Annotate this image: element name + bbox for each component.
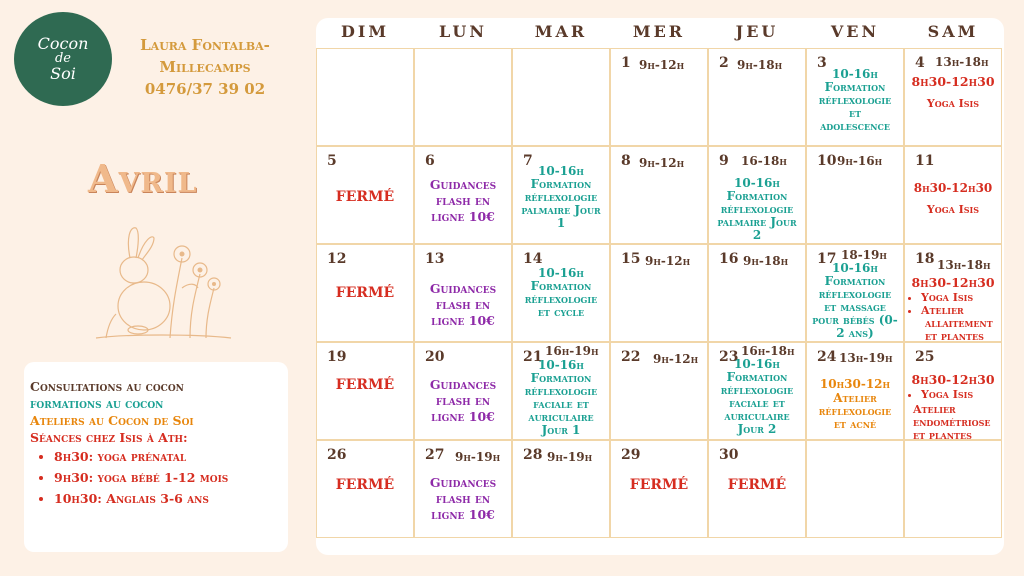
day-cell: 27 9h-19h Guidances flash en ligne 10€ [414, 440, 512, 538]
cocon-de-soi-logo: Cocon de Soi [14, 12, 112, 106]
day-hours: 9h-12h [639, 156, 685, 170]
bunny-flowers-illustration [86, 218, 236, 348]
day-number: 29 [621, 447, 641, 463]
day-cell: 25 8h30-12h30 • Yoga Isis Atelier endométriose et plantes [904, 342, 1002, 440]
day-cell [708, 48, 806, 146]
day-hours: 9h-12h [639, 58, 685, 72]
month-title: Avril [88, 156, 198, 201]
day-cell [708, 244, 806, 342]
day-number: 15 [621, 251, 641, 267]
day-cell: 18 13h-18h 8h30-12h30 • Yoga Isis • Atelier allaitement et plantes [904, 244, 1002, 342]
day-cell [610, 48, 708, 146]
day-number: 2 [719, 55, 729, 71]
day-number: 24 [817, 349, 837, 365]
day-hours: 9h-18h [743, 254, 789, 268]
owner-name-line2: Millecamps [159, 58, 251, 76]
day-number: 16 [719, 251, 739, 267]
owner-phone: 0476/37 39 02 [144, 80, 266, 98]
day-hours: 9h-12h [645, 254, 691, 268]
legend-isis-item: • 8h30: yoga prénatal [54, 446, 278, 467]
day-number: 4 [915, 55, 925, 71]
legend-formations: formations au cocon [30, 396, 164, 411]
day-cell: 3 10-16h Formation réflexologie et adolescence [806, 48, 904, 146]
weekday-header: SAM [927, 22, 979, 41]
legend-box [24, 362, 288, 552]
day-hours: 16h-18h [741, 344, 795, 358]
day-cell: 23 16h-18h 10-16h Formation réflexologie faciale et auriculaire Jour 2 [708, 342, 806, 440]
day-number: 18 [915, 251, 935, 267]
day-cell-empty [512, 48, 610, 146]
weekday-header: VEN [830, 22, 880, 41]
day-number: 30 [719, 447, 739, 463]
day-cell: 6 Guidances flash en ligne 10€ [414, 146, 512, 244]
closed-label: FERMÉ [629, 477, 689, 493]
day-events-list: • Yoga Isis [909, 388, 1001, 401]
day-number: 22 [621, 349, 641, 365]
day-number: 12 [327, 251, 347, 267]
day-cell [316, 146, 414, 244]
legend-consultations: Consultations au cocon [30, 379, 184, 394]
day-number: 11 [915, 153, 935, 169]
day-number: 3 [817, 55, 827, 71]
weekday-header: LUN [439, 22, 487, 41]
day-number: 20 [425, 349, 445, 365]
day-hours: 9h-12h [653, 352, 699, 366]
legend-isis-item: • 9h30: yoga bébé 1-12 mois [54, 467, 278, 488]
day-hours: 13h-18h [935, 55, 989, 69]
legend-isis-list [30, 446, 278, 509]
day-hours: 9h-19h [455, 450, 501, 464]
weekday-header: DIM [340, 22, 390, 41]
day-number: 13 [425, 251, 445, 267]
day-number: 8 [621, 153, 631, 169]
day-cell: 4 13h-18h 8h30-12h30 Yoga Isis [904, 48, 1002, 146]
day-cell [610, 440, 708, 538]
day-cell: 9 16-18h 10-16h Formation réflexologie palmaire Jour 2 [708, 146, 806, 244]
weekday-header: JEU [735, 22, 779, 41]
day-cell [316, 342, 414, 440]
day-cell: 7 10-16h Formation réflexologie palmaire Jour 1 [512, 146, 610, 244]
day-number: 5 [327, 153, 337, 169]
day-number: 17 [817, 251, 837, 267]
day-cell: 20 Guidances flash en ligne 10€ [414, 342, 512, 440]
day-number: 28 [523, 447, 543, 463]
day-cell [316, 244, 414, 342]
day-hours: 16-18h [741, 154, 787, 168]
day-number: 25 [915, 349, 935, 365]
day-events-list: • Yoga Isis • Atelier [909, 291, 1001, 317]
calendar-grid [316, 18, 1004, 555]
day-hours: 18-19h [841, 248, 887, 262]
day-cell [610, 342, 708, 440]
day-number: 6 [425, 153, 435, 169]
day-cell: 21 16h-19h 10-16h Formation réflexologie faciale et auriculaire Jour 1 [512, 342, 610, 440]
legend-isis-item: • 10h30: Anglais 3-6 ans [54, 488, 278, 509]
day-cell: 11 8h30-12h30 Yoga Isis [904, 146, 1002, 244]
closed-label: FERMÉ [335, 285, 395, 301]
day-cell [512, 440, 610, 538]
day-number: 7 [523, 153, 533, 169]
day-hours: 13h-18h [937, 258, 991, 272]
day-cell: 24 13h-19h 10h30-12h Atelier réflexologie et acné [806, 342, 904, 440]
day-hours: 13h-19h [839, 351, 893, 365]
legend-isis: Séances chez Isis à Ath: [30, 430, 188, 445]
owner-contact [120, 34, 290, 100]
day-number: 1 [621, 55, 631, 71]
day-cell-empty [904, 440, 1002, 538]
day-cell [610, 244, 708, 342]
day-number: 26 [327, 447, 347, 463]
day-cell [316, 440, 414, 538]
day-cell-empty [806, 440, 904, 538]
legend-ateliers: Ateliers au Cocon de Soi [30, 413, 194, 428]
day-hours: 16h-19h [545, 344, 599, 358]
closed-label: FERMÉ [727, 477, 787, 493]
day-cell-empty [316, 48, 414, 146]
weekday-header: MAR [534, 22, 588, 41]
closed-label: FERMÉ [335, 477, 395, 493]
day-hours: 9h-16h [837, 154, 883, 168]
day-cell: 17 18-19h 10-16h Formation réflexologie et massage pour bébés (0- 2 ans) [806, 244, 904, 342]
day-cell-empty [414, 48, 512, 146]
day-number: 21 [523, 349, 543, 365]
day-number: 9 [719, 153, 729, 169]
day-number: 10 [817, 153, 837, 169]
owner-name-line1: Laura Fontalba- [140, 36, 270, 54]
day-cell [610, 146, 708, 244]
weekday-header: MER [632, 22, 686, 41]
day-cell: 13 Guidances flash en ligne 10€ [414, 244, 512, 342]
day-number: 27 [425, 447, 445, 463]
day-cell: 14 10-16h Formation réflexologie et cycle [512, 244, 610, 342]
day-cell [708, 440, 806, 538]
closed-label: FERMÉ [335, 377, 395, 393]
day-number: 14 [523, 251, 543, 267]
closed-label: FERMÉ [335, 189, 395, 205]
day-number: 23 [719, 349, 739, 365]
day-cell [806, 146, 904, 244]
day-number: 19 [327, 349, 347, 365]
day-hours: 9h-19h [547, 450, 593, 464]
day-hours: 9h-18h [737, 58, 783, 72]
